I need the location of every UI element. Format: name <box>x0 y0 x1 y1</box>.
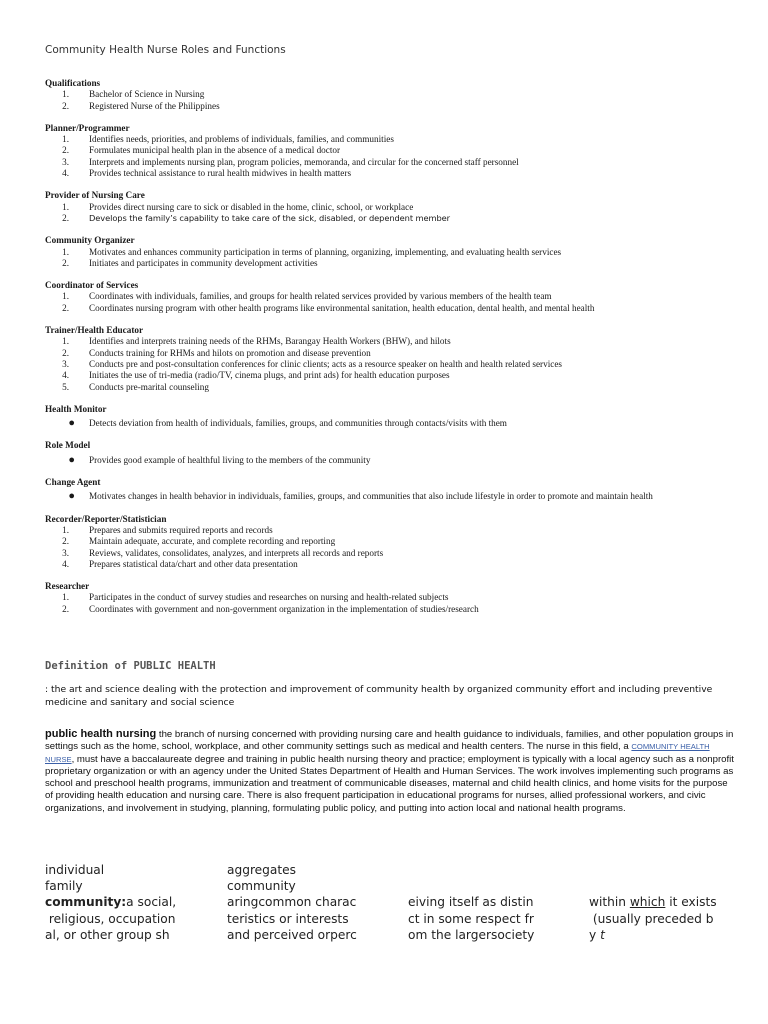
list-item <box>45 548 745 559</box>
item-text: Initiates the use of tri-media (radio/TV, cinema plugs, and print ads) for health education purposes <box>89 370 450 381</box>
phn-term: public health nursing <box>45 728 157 740</box>
section-heading: Change Agent <box>45 477 101 488</box>
column-2 <box>227 862 357 943</box>
col2-line1: aggregates <box>227 863 297 877</box>
section <box>45 477 745 503</box>
item-text: Conducts training for RHMs and hilots on promotion and disease prevention <box>89 347 371 358</box>
item-text: Motivates changes in health behavior in individuals, families, groups, and communities that also include lifestyle in order to promote and maintain health <box>89 491 653 502</box>
item-number: 1. <box>62 592 69 603</box>
definition-text: : the art and science dealing with the protection and improvement of community health by organized community effort and including preventive medicine and sanitary and social science <box>45 684 713 708</box>
col2-line5: and perceived orperc <box>227 927 357 942</box>
item-text: Bachelor of Science in Nursing <box>89 89 205 100</box>
item-number: 2. <box>62 257 69 268</box>
item-text: Prepares statistical data/chart and other data presentation <box>89 558 298 569</box>
item-text: Registered Nurse of the Philippines <box>89 100 220 111</box>
col3-line5: om the largersociety <box>408 927 535 942</box>
item-number: 1. <box>62 291 69 302</box>
col3-line4: ct in some respect fr <box>408 911 534 926</box>
col2-line3: aringcommon charac <box>227 895 357 910</box>
section-heading: Coordinator of Services <box>45 280 139 291</box>
item-text: Reviews, validates, consolidates, analyzes, and interprets all records and reports <box>89 547 384 558</box>
bullet-icon: ● <box>68 453 75 466</box>
col1-line2: family <box>45 879 83 894</box>
list-item <box>45 348 745 359</box>
list-item <box>45 247 745 258</box>
item-text: Identifies needs, priorities, and problems of individuals, families, and communities <box>89 134 394 145</box>
list-item <box>45 359 745 370</box>
item-text: Initiates and participates in community development activities <box>89 257 318 268</box>
community-term: community: <box>45 895 127 910</box>
item-text: Formulates municipal health plan in the absence of a medical doctor <box>89 145 341 156</box>
list-item <box>45 303 745 314</box>
item-text: Develops the family’s capability to take care of the sick, disabled, or dependent member <box>89 212 450 223</box>
phn-text-2: , must have a baccalaureate degree and training in public health nursing theory and practice; employment is typically with a local agency such as a nonprofit proprietary organization or with an agency under the United States Department of Health and Human Services. The work involves implementing such programs as school and preschool health programs, immunization and treatment of communicable diseases, maternal and child health clinics, and home visits for the purpose of providing health education and nursing care. There is also frequent participation in educational programs for nurses, allied professional workers, and civic organizations, and involvement in studying, planning, formulating public policy, and putting into action local and national health programs. <box>45 753 734 814</box>
item-number: 1. <box>62 201 69 212</box>
list-item <box>45 336 745 347</box>
section <box>45 581 745 615</box>
section <box>45 514 745 570</box>
list-item <box>45 592 745 603</box>
item-text: Identifies and interprets training needs of the RHMs, Barangay Health Workers (BHW), and hilots <box>89 336 451 347</box>
item-number: 4. <box>62 558 69 569</box>
list-item <box>45 525 745 536</box>
phn-text-1: the branch of nursing concerned with providing nursing care and health guidance to individuals, families, and other population groups in settings such as the home, school, workplace, and other community settings such as medical and health centers. The nurse in this field, a <box>45 729 734 753</box>
section <box>45 78 745 112</box>
roles-sections <box>45 78 745 626</box>
list-item <box>45 258 745 269</box>
section <box>45 190 745 224</box>
bullet-item <box>45 491 745 502</box>
section <box>45 440 745 466</box>
list-item <box>45 370 745 381</box>
list-item <box>45 559 745 570</box>
item-text: Detects deviation from health of individuals, families, groups, and communities through contacts/visits with them <box>89 418 507 429</box>
col1-line3: a social, <box>126 895 177 910</box>
list-item <box>45 536 745 547</box>
col4-line5i: t <box>600 927 605 942</box>
item-number: 3. <box>62 547 69 558</box>
list-item <box>45 145 745 156</box>
item-number: 1. <box>62 524 69 535</box>
col4-line3b: it exists <box>665 895 717 910</box>
section <box>45 325 745 393</box>
public-health-nursing-paragraph <box>45 728 735 815</box>
section-heading: Provider of Nursing Care <box>45 190 145 201</box>
list-item <box>45 134 745 145</box>
list-item <box>45 213 745 224</box>
section-heading: Role Model <box>45 440 91 451</box>
col2-line4: teristics or interests <box>227 911 349 926</box>
col4-which: which <box>629 895 666 910</box>
section <box>45 280 745 314</box>
list-item <box>45 157 745 168</box>
definition-title: Definition of PUBLIC HEALTH <box>45 660 216 672</box>
list-item <box>45 604 745 615</box>
item-number: 1. <box>62 336 69 347</box>
item-text: Motivates and enhances community participation in terms of planning, organizing, implementing, and evaluating health services <box>89 246 562 257</box>
bullet-item <box>45 455 745 466</box>
col1-line1: individual <box>45 863 105 877</box>
item-number: 3. <box>62 358 69 369</box>
item-number: 2. <box>62 347 69 358</box>
list-item <box>45 89 745 100</box>
col4-line4: (usually preceded b <box>589 911 714 926</box>
community-health-nurse-link[interactable]: COMMUNITY HEALTH NURSE <box>45 742 710 764</box>
list-item <box>45 202 745 213</box>
section-heading: Planner/Programmer <box>45 122 130 133</box>
item-number: 3. <box>62 156 69 167</box>
item-text: Coordinates with government and non-government organization in the implementation of studies/research <box>89 603 479 614</box>
item-number: 1. <box>62 246 69 257</box>
item-text: Prepares and submits required reports and records <box>89 524 273 535</box>
item-number: 2. <box>62 100 69 111</box>
item-number: 2. <box>62 302 69 313</box>
document-title: Community Health Nurse Roles and Functions <box>45 44 286 56</box>
item-number: 2. <box>62 145 69 156</box>
col4-line5a: y <box>589 927 601 942</box>
col3-line3: eiving itself as distin <box>408 895 534 910</box>
item-number: 4. <box>62 168 69 179</box>
item-number: 1. <box>62 134 69 145</box>
item-text: Coordinates nursing program with other health programs like environmental sanitation, health education, dental health, and mental health <box>89 302 595 313</box>
column-3 <box>408 862 534 943</box>
item-number: 5. <box>62 381 69 392</box>
section-heading: Researcher <box>45 581 90 592</box>
item-text: Coordinates with individuals, families, and groups for health related services provided by various members of the health team <box>89 291 552 302</box>
item-number: 4. <box>62 370 69 381</box>
list-item <box>45 291 745 302</box>
list-item <box>45 382 745 393</box>
item-text: Interprets and implements nursing plan, program policies, memoranda, and circular for the concerned staff personnel <box>89 156 519 167</box>
item-text: Maintain adequate, accurate, and complete recording and reporting <box>89 536 336 547</box>
column-1 <box>45 862 176 943</box>
bullet-icon: ● <box>68 490 75 503</box>
item-text: Participates in the conduct of survey studies and researches on nursing and health-related subjects <box>89 592 449 603</box>
bullet-icon: ● <box>68 417 75 430</box>
section-heading: Qualifications <box>45 78 101 88</box>
section-heading: Community Organizer <box>45 235 135 246</box>
bullet-item <box>45 418 745 429</box>
col1-line4: religious, occupation <box>45 911 176 926</box>
item-number: 2. <box>62 603 69 614</box>
item-text: Provides good example of healthful living to the members of the community <box>89 454 371 465</box>
section <box>45 404 745 430</box>
col4-line3a: within <box>589 895 630 910</box>
column-4 <box>589 862 717 943</box>
section-heading: Recorder/Reporter/Statistician <box>45 513 167 524</box>
section-heading: Health Monitor <box>45 403 107 414</box>
item-number: 2. <box>62 212 69 223</box>
list-item <box>45 168 745 179</box>
item-text: Provides technical assistance to rural health midwives in health matters <box>89 168 352 179</box>
col2-line2: community <box>227 879 296 894</box>
item-text: Provides direct nursing care to sick or disabled in the home, clinic, school, or workplace <box>89 201 414 212</box>
list-item <box>45 101 745 112</box>
section-heading: Trainer/Health Educator <box>45 325 144 336</box>
section <box>45 235 745 269</box>
item-text: Conducts pre and post-consultation conferences for clinic clients; acts as a resource speaker on health and health related services <box>89 358 562 369</box>
col1-line5: al, or other group sh <box>45 927 170 942</box>
item-number: 1. <box>62 89 69 100</box>
section <box>45 123 745 179</box>
item-number: 2. <box>62 536 69 547</box>
item-text: Conducts pre-marital counseling <box>89 381 209 392</box>
